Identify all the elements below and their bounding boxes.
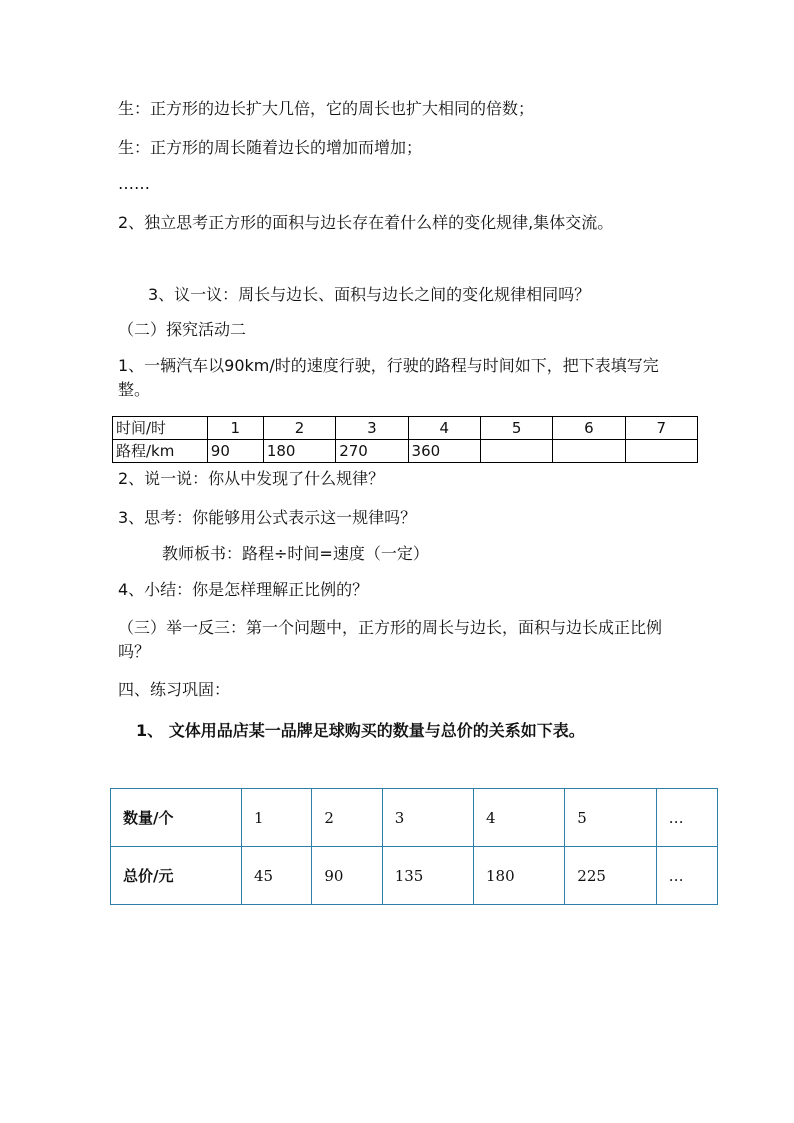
paragraph-question-3: 3、议一议：周长与边长、面积与边长之间的变化规律相同吗？ <box>148 285 591 304</box>
table-cell: 3 <box>382 789 473 847</box>
table-cell: 7 <box>625 417 697 440</box>
table-cell: … <box>656 847 717 905</box>
paragraph-ellipsis: …… <box>118 174 150 193</box>
table-cell <box>553 440 625 463</box>
table-cell: 数量/个 <box>111 789 242 847</box>
table-cell: 90 <box>207 440 263 463</box>
table-cell: 1 <box>242 789 312 847</box>
paragraph-exercise-1: 1、 文体用品店某一品牌足球购买的数量与总价的关系如下表。 <box>136 721 585 740</box>
table-cell: 45 <box>242 847 312 905</box>
paragraph-think: 3、思考：你能够用公式表示这一规律吗？ <box>118 508 417 527</box>
time-distance-table <box>112 416 698 463</box>
table-cell: 90 <box>312 847 382 905</box>
paragraph-2: 生：正方形的周长随着边长的增加而增加； <box>118 138 423 157</box>
table-cell: 180 <box>263 440 335 463</box>
table-row <box>113 417 698 440</box>
paragraph-1: 生：正方形的边长扩大几倍，它的周长也扩大相同的倍数； <box>118 99 535 118</box>
table-cell <box>625 440 697 463</box>
table-cell: 4 <box>474 789 565 847</box>
table-cell: 总价/元 <box>111 847 242 905</box>
table-cell <box>480 440 552 463</box>
table-cell: 270 <box>336 440 408 463</box>
table-cell: 225 <box>565 847 656 905</box>
table-cell: 6 <box>553 417 625 440</box>
table-row <box>113 440 698 463</box>
table-cell: … <box>656 789 717 847</box>
table-cell: 5 <box>480 417 552 440</box>
quantity-price-table <box>110 788 718 905</box>
section-practice: 四、练习巩固： <box>118 680 231 699</box>
table-cell: 180 <box>474 847 565 905</box>
paragraph-car-question: 1、一辆汽车以90km/时的速度行驶，行驶的路程与时间如下，把下表填写完整。 <box>118 356 659 399</box>
table-cell: 2 <box>312 789 382 847</box>
table-cell: 时间/时 <box>113 417 208 440</box>
table-row <box>111 847 718 905</box>
table-cell: 4 <box>408 417 480 440</box>
paragraph-question-2: 2、独立思考正方形的面积与边长存在着什么样的变化规律,集体交流。 <box>118 213 614 232</box>
table-cell: 2 <box>263 417 335 440</box>
table-cell: 360 <box>408 440 480 463</box>
section-activity-2: （二）探究活动二 <box>118 320 247 339</box>
table-cell: 3 <box>336 417 408 440</box>
paragraph-section-3: （三）举一反三：第一个问题中，正方形的周长与边长，面积与边长成正比例吗？ <box>118 618 663 661</box>
table-cell: 1 <box>207 417 263 440</box>
table-cell: 5 <box>565 789 656 847</box>
paragraph-summary: 4、小结：你是怎样理解正比例的？ <box>118 580 369 599</box>
table-cell: 路程/km <box>113 440 208 463</box>
paragraph-board-note: 教师板书：路程÷时间=速度（一定） <box>162 544 429 563</box>
paragraph-say: 2、说一说：你从中发现了什么规律？ <box>118 469 385 488</box>
table-row <box>111 789 718 847</box>
table-cell: 135 <box>382 847 473 905</box>
